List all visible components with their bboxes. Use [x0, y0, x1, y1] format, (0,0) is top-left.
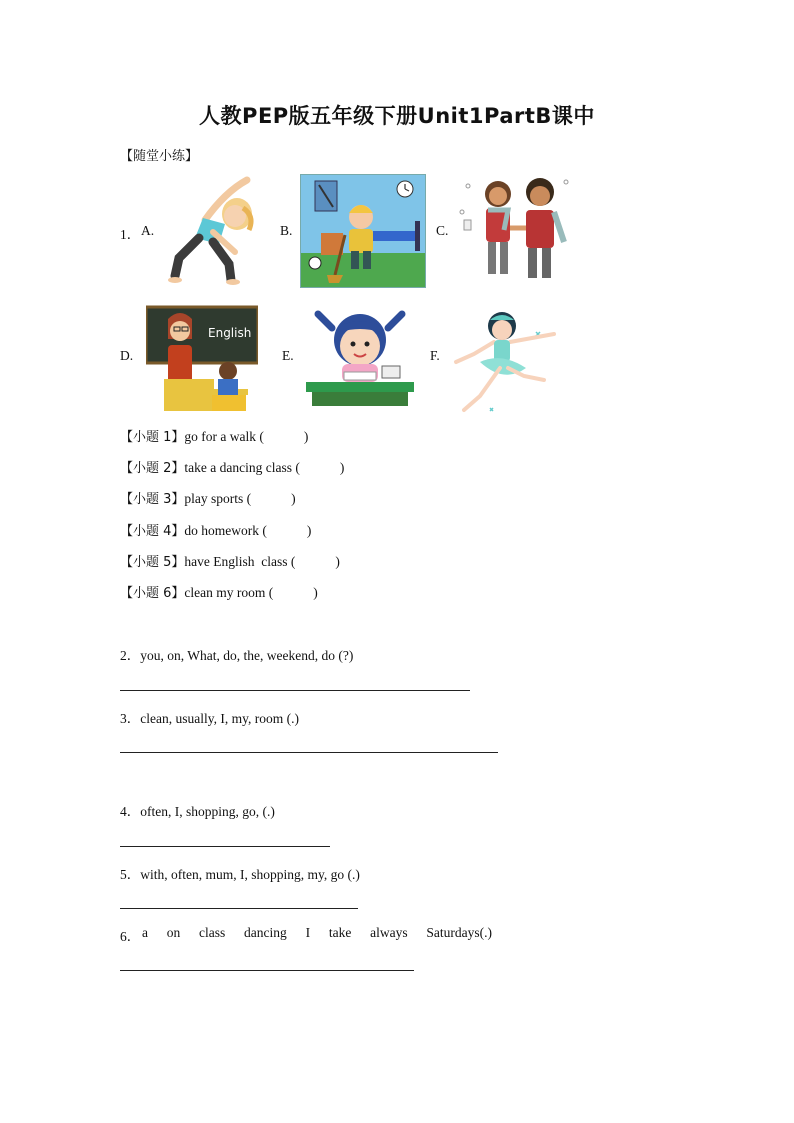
question-text: with, often, mum, I, shopping, my, go (.): [140, 867, 360, 882]
board-text: English: [208, 326, 252, 340]
word: class: [199, 925, 226, 940]
picture-e-girl-homework: [304, 300, 416, 410]
sub-question-tag: 【小题 6】: [120, 586, 185, 601]
sub-question-text: play sports (: [184, 491, 252, 506]
answer-line-3[interactable]: [120, 752, 498, 753]
word: on: [166, 925, 181, 940]
question-number: 4．: [120, 804, 141, 819]
word: I: [305, 925, 311, 940]
sub-question-tag: 【小题 4】: [120, 524, 185, 539]
sub-question-6: [120, 582, 318, 601]
close-paren: ): [291, 491, 296, 506]
option-label-b: B.: [280, 223, 293, 238]
question-number: 5．: [120, 867, 141, 882]
sub-question-2: [120, 457, 344, 476]
sub-question-5: [120, 551, 340, 570]
word: a: [142, 925, 148, 940]
close-paren: ): [339, 460, 345, 475]
close-paren: ): [303, 429, 309, 444]
sub-question-3: [120, 488, 296, 507]
question-6: [120, 925, 492, 945]
picture-b-boy-cleaning-room: [300, 174, 426, 288]
question-number: 2．: [120, 648, 141, 663]
answer-line-5[interactable]: [120, 908, 358, 909]
word: take: [328, 925, 352, 940]
close-paren: ): [313, 585, 318, 600]
answer-line-2[interactable]: [120, 690, 470, 691]
question-6-words: [142, 925, 492, 945]
word: always: [370, 925, 408, 940]
q1-number: 1．: [120, 227, 141, 242]
word: Saturdays(.): [426, 925, 492, 940]
option-label-e: E.: [282, 348, 294, 363]
picture-c-kids-walking: [458, 172, 574, 286]
question-number: 3．: [120, 711, 141, 726]
sub-question-tag: 【小题 5】: [120, 555, 185, 570]
close-paren: ): [335, 554, 340, 569]
question-4: [120, 800, 275, 820]
question-text: you, on, What, do, the, weekend, do (?): [140, 648, 354, 663]
picture-f-ballet-dancer: [450, 302, 560, 414]
sub-question-tag: 【小题 3】: [120, 492, 185, 507]
picture-d-english-class: [146, 305, 258, 411]
option-label-a: A.: [141, 223, 155, 238]
question-number: 6．: [120, 929, 141, 944]
sub-question-tag: 【小题 2】: [120, 461, 185, 476]
word: dancing: [244, 925, 287, 940]
section-heading: 【随堂小练】: [120, 149, 199, 164]
question-text: often, I, shopping, go, (.): [140, 804, 275, 819]
sub-question-text: clean my room (: [184, 585, 274, 600]
option-label-d: D.: [120, 348, 134, 363]
picture-a-stretching-girl: [165, 172, 265, 288]
sub-question-text: take a dancing class (: [184, 460, 300, 475]
sub-question-tag: 【小题 1】: [120, 430, 185, 445]
sub-question-text: go for a walk (: [184, 429, 264, 444]
question-2: [120, 644, 353, 664]
answer-line-6[interactable]: [120, 970, 414, 971]
option-label-f: F.: [430, 348, 440, 363]
sub-question-text: do homework (: [184, 523, 267, 538]
question-5: [120, 863, 360, 883]
page-title: 人教PEP版五年级下册Unit1PartB课中: [199, 104, 595, 128]
close-paren: ): [306, 523, 312, 538]
sub-question-1: [120, 426, 308, 445]
sub-question-4: [120, 520, 311, 539]
option-label-c: C.: [436, 223, 449, 238]
sub-question-text: have English class (: [184, 554, 296, 569]
question-3: [120, 707, 299, 727]
answer-line-4[interactable]: [120, 846, 330, 847]
question-text: clean, usually, I, my, room (.): [140, 711, 299, 726]
